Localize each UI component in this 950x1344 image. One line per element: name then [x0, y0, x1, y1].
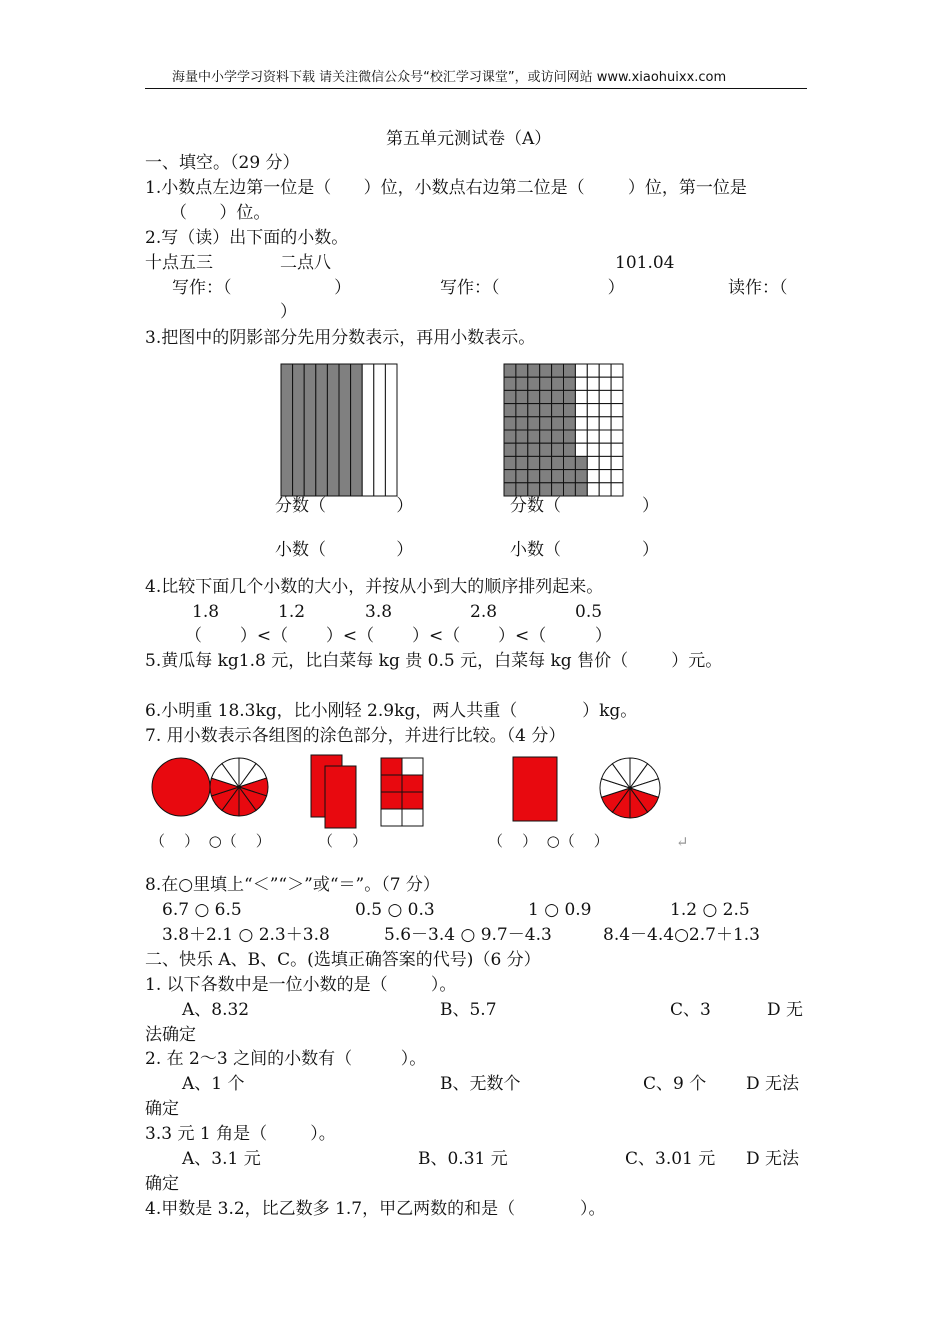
- q8-r2-1: 3.8＋2.1 ○ 2.3＋3.8: [162, 925, 330, 945]
- grid-cell: [575, 404, 587, 417]
- q6: 6.小明重 18.3kg，比小刚轻 2.9kg，两人共重（ ）kg。: [145, 701, 638, 721]
- grid-cell: [504, 430, 516, 443]
- grid-cell: [552, 404, 564, 417]
- grid-cell: [516, 470, 528, 483]
- q3-fraction-1: 分数（ ）: [275, 496, 414, 516]
- grid-cell: [540, 483, 552, 496]
- q7-grid-cell: [402, 792, 423, 809]
- q7-answer-2: （ ）: [318, 832, 368, 850]
- section2-heading: 二、快乐 A、B、C。(选填正确答案的代号)（6 分）: [145, 950, 541, 970]
- q4-number-1: 1.8: [192, 602, 220, 622]
- grid-cell: [504, 456, 516, 469]
- grid-cell: [516, 404, 528, 417]
- page-title: 第五单元测试卷（A）: [386, 129, 552, 149]
- strip-cell: [385, 364, 397, 496]
- grid-cell: [540, 456, 552, 469]
- grid-cell: [599, 404, 611, 417]
- q8-title: 8.在○里填上“＜”“＞”或“＝”。（7 分）: [145, 875, 440, 895]
- s2-q1: 1. 以下各数中是一位小数的是（ ）。: [145, 975, 457, 995]
- grid-cell: [575, 456, 587, 469]
- grid-cell: [528, 364, 540, 377]
- strip-cell: [304, 364, 316, 496]
- q2-title: 2.写（读）出下面的小数。: [145, 228, 349, 248]
- grid-cell: [552, 483, 564, 496]
- q2-write-1: 写作：（ ）: [172, 278, 352, 298]
- grid-cell: [587, 456, 599, 469]
- s2-q2-d: D 无法: [746, 1074, 800, 1094]
- s2-q1-b: B、5.7: [440, 1000, 497, 1020]
- grid-cell: [611, 456, 623, 469]
- q2-item-1: 十点五三: [145, 253, 213, 273]
- q3-decimal-2: 小数（ ）: [510, 540, 660, 560]
- grid-cell: [504, 390, 516, 403]
- q7-grid-cell: [402, 775, 423, 792]
- grid-cell: [599, 364, 611, 377]
- grid-cell: [540, 364, 552, 377]
- q8-r2-3: 8.4－4.4○2.7＋1.3: [603, 925, 760, 945]
- header-rule: [145, 88, 807, 89]
- grid-cell: [540, 470, 552, 483]
- strip-cell: [327, 364, 339, 496]
- q7-grid-cell: [381, 809, 402, 826]
- q7-grid-cell: [381, 758, 402, 775]
- grid-cell: [564, 390, 576, 403]
- grid-cell: [516, 364, 528, 377]
- grid-cell: [552, 390, 564, 403]
- s2-q1-a: A、8.32: [182, 1000, 250, 1020]
- q4-number-3: 3.8: [365, 602, 393, 622]
- q8-r1-4: 1.2 ○ 2.5: [670, 900, 750, 920]
- q7-red-rect: [513, 757, 557, 821]
- grid-cell: [575, 390, 587, 403]
- q7-figure-group-3: [505, 750, 675, 825]
- grid-cell: [587, 404, 599, 417]
- s2-q3-d: D 无法: [746, 1149, 800, 1169]
- s2-q3-d-cont: 确定: [145, 1174, 179, 1194]
- grid-cell: [516, 443, 528, 456]
- q7-pie-2: [600, 758, 660, 818]
- grid-cell: [587, 470, 599, 483]
- q3-decimal-1: 小数（ ）: [275, 540, 414, 560]
- q1-line1: 1.小数点左边第一位是（ ）位，小数点右边第二位是（ ）位，第一位是: [145, 178, 747, 198]
- q1-line2: （ ）位。: [170, 203, 271, 223]
- grid-cell: [528, 456, 540, 469]
- grid-cell: [599, 417, 611, 430]
- q7-title: 7. 用小数表示各组图的涂色部分，并进行比较。（4 分）: [145, 726, 566, 746]
- q4-number-2: 1.2: [278, 602, 306, 622]
- strip-cell: [281, 364, 293, 496]
- q4-blanks: （ ）<（ ）<（ ）<（ ）<（ ）: [185, 626, 612, 646]
- q4-number-4: 2.8: [470, 602, 498, 622]
- grid-cell: [611, 470, 623, 483]
- grid-cell: [504, 483, 516, 496]
- strip-cell: [316, 364, 328, 496]
- q7-small-grid: [381, 758, 423, 826]
- grid-cell: [564, 443, 576, 456]
- grid-cell: [528, 417, 540, 430]
- q7-answer-3: （ ） ○（ ）: [488, 832, 609, 850]
- grid-cell: [587, 430, 599, 443]
- grid-cell: [575, 443, 587, 456]
- q3-fraction-2: 分数（ ）: [510, 496, 660, 516]
- grid-cell: [552, 417, 564, 430]
- grid-cell: [540, 417, 552, 430]
- grid-cell: [575, 470, 587, 483]
- grid-cell: [575, 417, 587, 430]
- grid-cell: [611, 377, 623, 390]
- s2-q2-b: B、无数个: [440, 1074, 521, 1094]
- grid-cell: [564, 470, 576, 483]
- grid-cell: [504, 364, 516, 377]
- grid-cell: [516, 377, 528, 390]
- grid-cell: [587, 417, 599, 430]
- grid-cell: [504, 470, 516, 483]
- grid-cell: [528, 470, 540, 483]
- q3-strip-figure: [280, 363, 398, 497]
- q7-rect-front: [325, 766, 356, 828]
- q7-grid-cell: [381, 775, 402, 792]
- q8-r1-1: 6.7 ○ 6.5: [162, 900, 242, 920]
- grid-cell: [552, 470, 564, 483]
- grid-cell: [528, 377, 540, 390]
- strip-cell: [293, 364, 305, 496]
- q7-pie-1: [210, 758, 268, 816]
- q7-answer-1: （ ） ○（ ）: [150, 832, 271, 850]
- s2-q1-d: D 无: [767, 1000, 804, 1020]
- grid-cell: [587, 390, 599, 403]
- grid-cell: [599, 377, 611, 390]
- grid-cell: [587, 377, 599, 390]
- strip-cell: [362, 364, 374, 496]
- q2-item-2: 二点八: [280, 253, 331, 273]
- q2-item-3: 101.04: [615, 253, 675, 273]
- q7-full-circle: [152, 758, 210, 816]
- grid-cell: [504, 417, 516, 430]
- q5: 5.黄瓜每 kg1.8 元，比白菜每 kg 贵 0.5 元，白菜每 kg 售价（ ）元。: [145, 651, 723, 671]
- grid-cell: [611, 443, 623, 456]
- grid-cell: [528, 443, 540, 456]
- strip-cell: [351, 364, 363, 496]
- grid-cell: [516, 430, 528, 443]
- q4-number-5: 0.5: [575, 602, 603, 622]
- grid-cell: [540, 404, 552, 417]
- s2-q2-d-cont: 确定: [145, 1099, 179, 1119]
- grid-cell: [528, 390, 540, 403]
- grid-cell: [599, 470, 611, 483]
- grid-cell: [540, 430, 552, 443]
- grid-cell: [528, 430, 540, 443]
- grid-cell: [599, 430, 611, 443]
- s2-q4: 4.甲数是 3.2，比乙数多 1.7，甲乙两数的和是（ ）。: [145, 1199, 606, 1219]
- grid-cell: [540, 377, 552, 390]
- q8-r1-3: 1 ○ 0.9: [528, 900, 592, 920]
- grid-cell: [516, 483, 528, 496]
- grid-cell: [575, 483, 587, 496]
- grid-cell: [528, 483, 540, 496]
- grid-cell: [552, 430, 564, 443]
- q2-read: 读作：（: [728, 278, 788, 298]
- s2-q3-a: A、3.1 元: [182, 1149, 261, 1169]
- strip-cell: [339, 364, 351, 496]
- grid-cell: [587, 443, 599, 456]
- grid-cell: [564, 404, 576, 417]
- grid-cell: [516, 456, 528, 469]
- grid-cell: [611, 430, 623, 443]
- q2-write-2: 写作：（ ）: [440, 278, 625, 298]
- section1-heading: 一、填空。（29 分）: [145, 153, 300, 173]
- q8-r2-2: 5.6－3.4 ○ 9.7－4.3: [384, 925, 552, 945]
- s2-q3: 3.3 元 1 角是（ ）。: [145, 1124, 336, 1144]
- grid-cell: [611, 390, 623, 403]
- q7-figure-group-2: [305, 750, 435, 830]
- s2-q1-d-cont: 法确定: [145, 1025, 196, 1045]
- s2-q2-a: A、1 个: [182, 1074, 245, 1094]
- s2-q2-c: C、9 个: [643, 1074, 707, 1094]
- q4-title: 4.比较下面几个小数的大小，并按从小到大的顺序排列起来。: [145, 577, 604, 597]
- grid-cell: [564, 364, 576, 377]
- s2-q1-c: C、3: [670, 1000, 711, 1020]
- grid-cell: [516, 390, 528, 403]
- grid-cell: [587, 364, 599, 377]
- grid-cell: [587, 483, 599, 496]
- grid-cell: [540, 390, 552, 403]
- grid-cell: [564, 483, 576, 496]
- q2-read-close: ）: [280, 302, 297, 322]
- grid-cell: [599, 483, 611, 496]
- q7-grid-cell: [381, 792, 402, 809]
- grid-cell: [504, 404, 516, 417]
- grid-cell: [611, 483, 623, 496]
- q3-title: 3.把图中的阴影部分先用分数表示，再用小数表示。: [145, 328, 536, 348]
- q7-paragraph-mark: ↵: [676, 833, 689, 851]
- grid-cell: [611, 404, 623, 417]
- grid-cell: [564, 430, 576, 443]
- q8-r1-2: 0.5 ○ 0.3: [355, 900, 435, 920]
- page-header: 海量中小学学习资料下载 请关注微信公众号“校汇学习课堂”，或访问网站 www.xiaohuixx.com: [172, 70, 727, 85]
- grid-cell: [599, 390, 611, 403]
- q7-figure-group-1: [145, 750, 275, 825]
- grid-cell: [504, 377, 516, 390]
- grid-cell: [575, 377, 587, 390]
- strip-cell: [374, 364, 386, 496]
- grid-cell: [552, 456, 564, 469]
- grid-cell: [564, 377, 576, 390]
- q3-grid-figure: [503, 363, 624, 497]
- q7-grid-cell: [402, 758, 423, 775]
- grid-cell: [552, 377, 564, 390]
- grid-cell: [611, 364, 623, 377]
- grid-cell: [564, 456, 576, 469]
- grid-cell: [516, 417, 528, 430]
- grid-cell: [552, 364, 564, 377]
- grid-cell: [575, 430, 587, 443]
- grid-cell: [599, 456, 611, 469]
- q7-grid-cell: [402, 809, 423, 826]
- grid-cell: [528, 404, 540, 417]
- s2-q3-c: C、3.01 元: [625, 1149, 716, 1169]
- grid-cell: [575, 364, 587, 377]
- grid-cell: [540, 443, 552, 456]
- grid-cell: [552, 443, 564, 456]
- grid-cell: [564, 417, 576, 430]
- grid-cell: [504, 443, 516, 456]
- grid-cell: [599, 443, 611, 456]
- grid-cell: [611, 417, 623, 430]
- s2-q3-b: B、0.31 元: [418, 1149, 508, 1169]
- s2-q2: 2. 在 2～3 之间的小数有（ ）。: [145, 1049, 427, 1069]
